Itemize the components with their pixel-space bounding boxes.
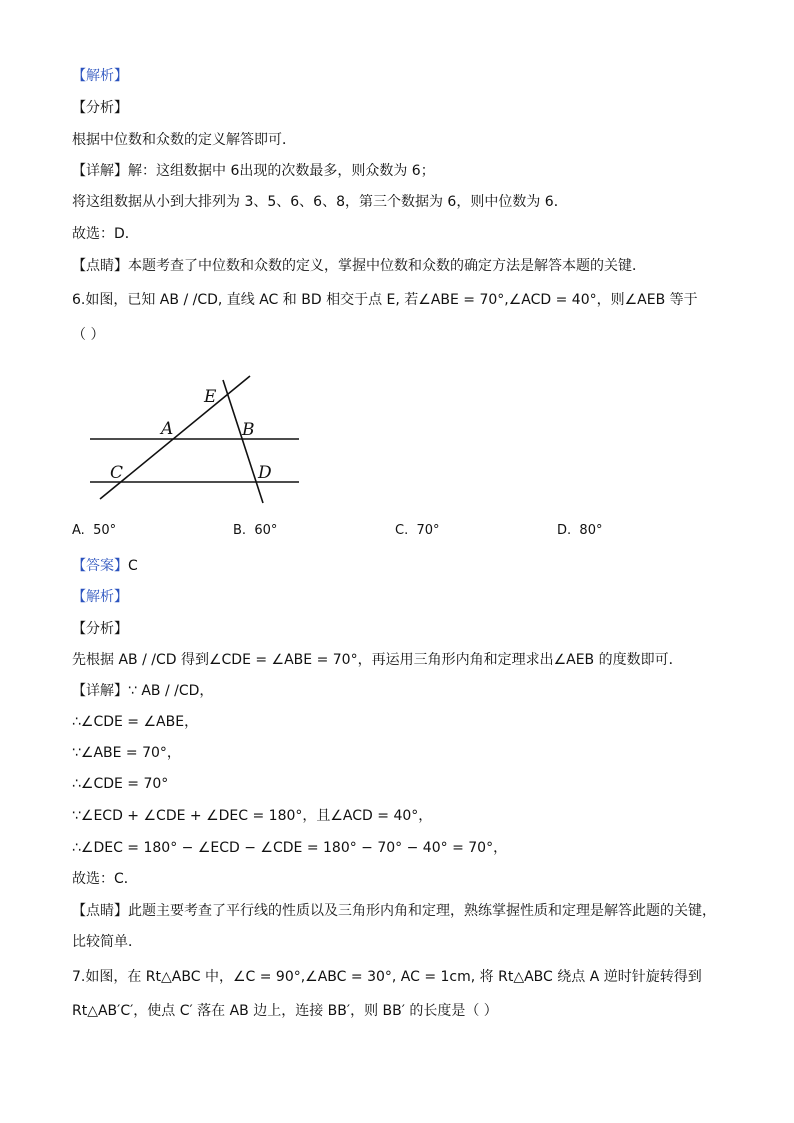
analysis-tag: 【解析】 <box>72 68 128 84</box>
q6-fenxi-tag: 【分析】 <box>72 621 128 637</box>
q6-step-6: ∴∠DEC = 180° − ∠ECD − ∠CDE = 180° − 70° − 40° = 70°， <box>72 840 508 856</box>
option-a-value: 50° <box>93 523 117 538</box>
dianjing-tag: 【点睛】 <box>72 258 128 274</box>
q5-comment-text: 本题考查了中位数和众数的定义，掌握中位数和众数的确定方法是解答本题的关键． <box>128 258 646 274</box>
q6-step-1 <box>72 681 213 701</box>
q6-step-4: ∴∠CDE = 70° <box>72 776 169 792</box>
q6-stem: 6.如图，已知 AB / /CD, 直线 AC 和 BD 相交于点 E, 若∠ABE = 70°,∠ACD = 40°，则∠AEB 等于 <box>72 292 698 308</box>
q6-dianjing-tag: 【点睛】 <box>72 903 128 919</box>
q7-stem-2: Rt△AB′C′，使点 C′ 落在 AB 边上，连接 BB′，则 BB′ 的长度是（ ） <box>72 1003 498 1019</box>
xiangjie-tag: 【详解】 <box>72 163 128 179</box>
answer-tag: 【答案】 <box>72 558 128 574</box>
label-d: D <box>258 463 272 483</box>
q6-analysis-tag: 【解析】 <box>72 589 128 605</box>
q6-analysis-text: 先根据 AB / /CD 得到∠CDE = ∠ABE = 70°，再运用三角形内角和定理求出∠AEB 的度数即可． <box>72 652 683 668</box>
q6-step-5: ∵∠ECD + ∠CDE + ∠DEC = 180°，且∠ACD = 40°， <box>72 808 433 824</box>
q5-detail-1-text: 解：这组数据中 6出现的次数最多，则众数为 6； <box>128 163 435 179</box>
option-a <box>72 523 116 538</box>
q6-figure <box>80 370 310 510</box>
q6-comment-1 <box>72 901 716 921</box>
label-b: B <box>242 420 255 440</box>
q5-detail-2: 将这组数据从小到大排列为 3、5、6、6、8，第三个数据为 6，则中位数为 6． <box>72 194 568 210</box>
option-c <box>395 523 440 538</box>
q6-comment-1-text: 此题主要考查了平行线的性质以及三角形内角和定理，熟练掌握性质和定理是解答此题的关键， <box>128 903 716 919</box>
option-d-value: 80° <box>579 523 603 538</box>
q5-analysis-text: 根据中位数和众数的定义解答即可． <box>72 132 296 148</box>
option-c-value: 70° <box>416 523 440 538</box>
q6-step-2: ∴∠CDE = ∠ABE， <box>72 714 199 730</box>
option-b-value: 60° <box>254 523 278 538</box>
q6-step-1-text: ∵ AB / /CD， <box>128 683 214 699</box>
fenxi-tag: 【分析】 <box>72 100 128 116</box>
q6-xiangjie-tag: 【详解】 <box>72 683 128 699</box>
option-a-letter: A. <box>72 523 85 538</box>
label-a: A <box>161 419 174 439</box>
label-c: C <box>110 463 124 483</box>
q6-paren: （ ） <box>72 327 105 343</box>
q6-choose: 故选：C． <box>72 871 138 887</box>
q5-detail-1 <box>72 161 435 181</box>
option-d <box>557 523 602 538</box>
option-d-letter: D. <box>557 523 572 538</box>
option-b-letter: B. <box>233 523 247 538</box>
q5-choose: 故选：D． <box>72 226 139 242</box>
q7-stem-1: 7.如图，在 Rt△ABC 中，∠C = 90°,∠ABC = 30°, AC = 1cm, 将 Rt△ABC 绕点 A 逆时针旋转得到 <box>72 969 702 985</box>
option-c-letter: C. <box>395 523 409 538</box>
q6-comment-2: 比较简单． <box>72 934 142 950</box>
label-e: E <box>204 387 217 407</box>
answer-value: C <box>128 558 138 574</box>
q5-comment <box>72 256 646 276</box>
q6-step-3: ∵∠ABE = 70°， <box>72 745 181 761</box>
option-b <box>233 523 277 538</box>
line-bd <box>223 380 263 503</box>
q6-answer <box>72 556 138 576</box>
